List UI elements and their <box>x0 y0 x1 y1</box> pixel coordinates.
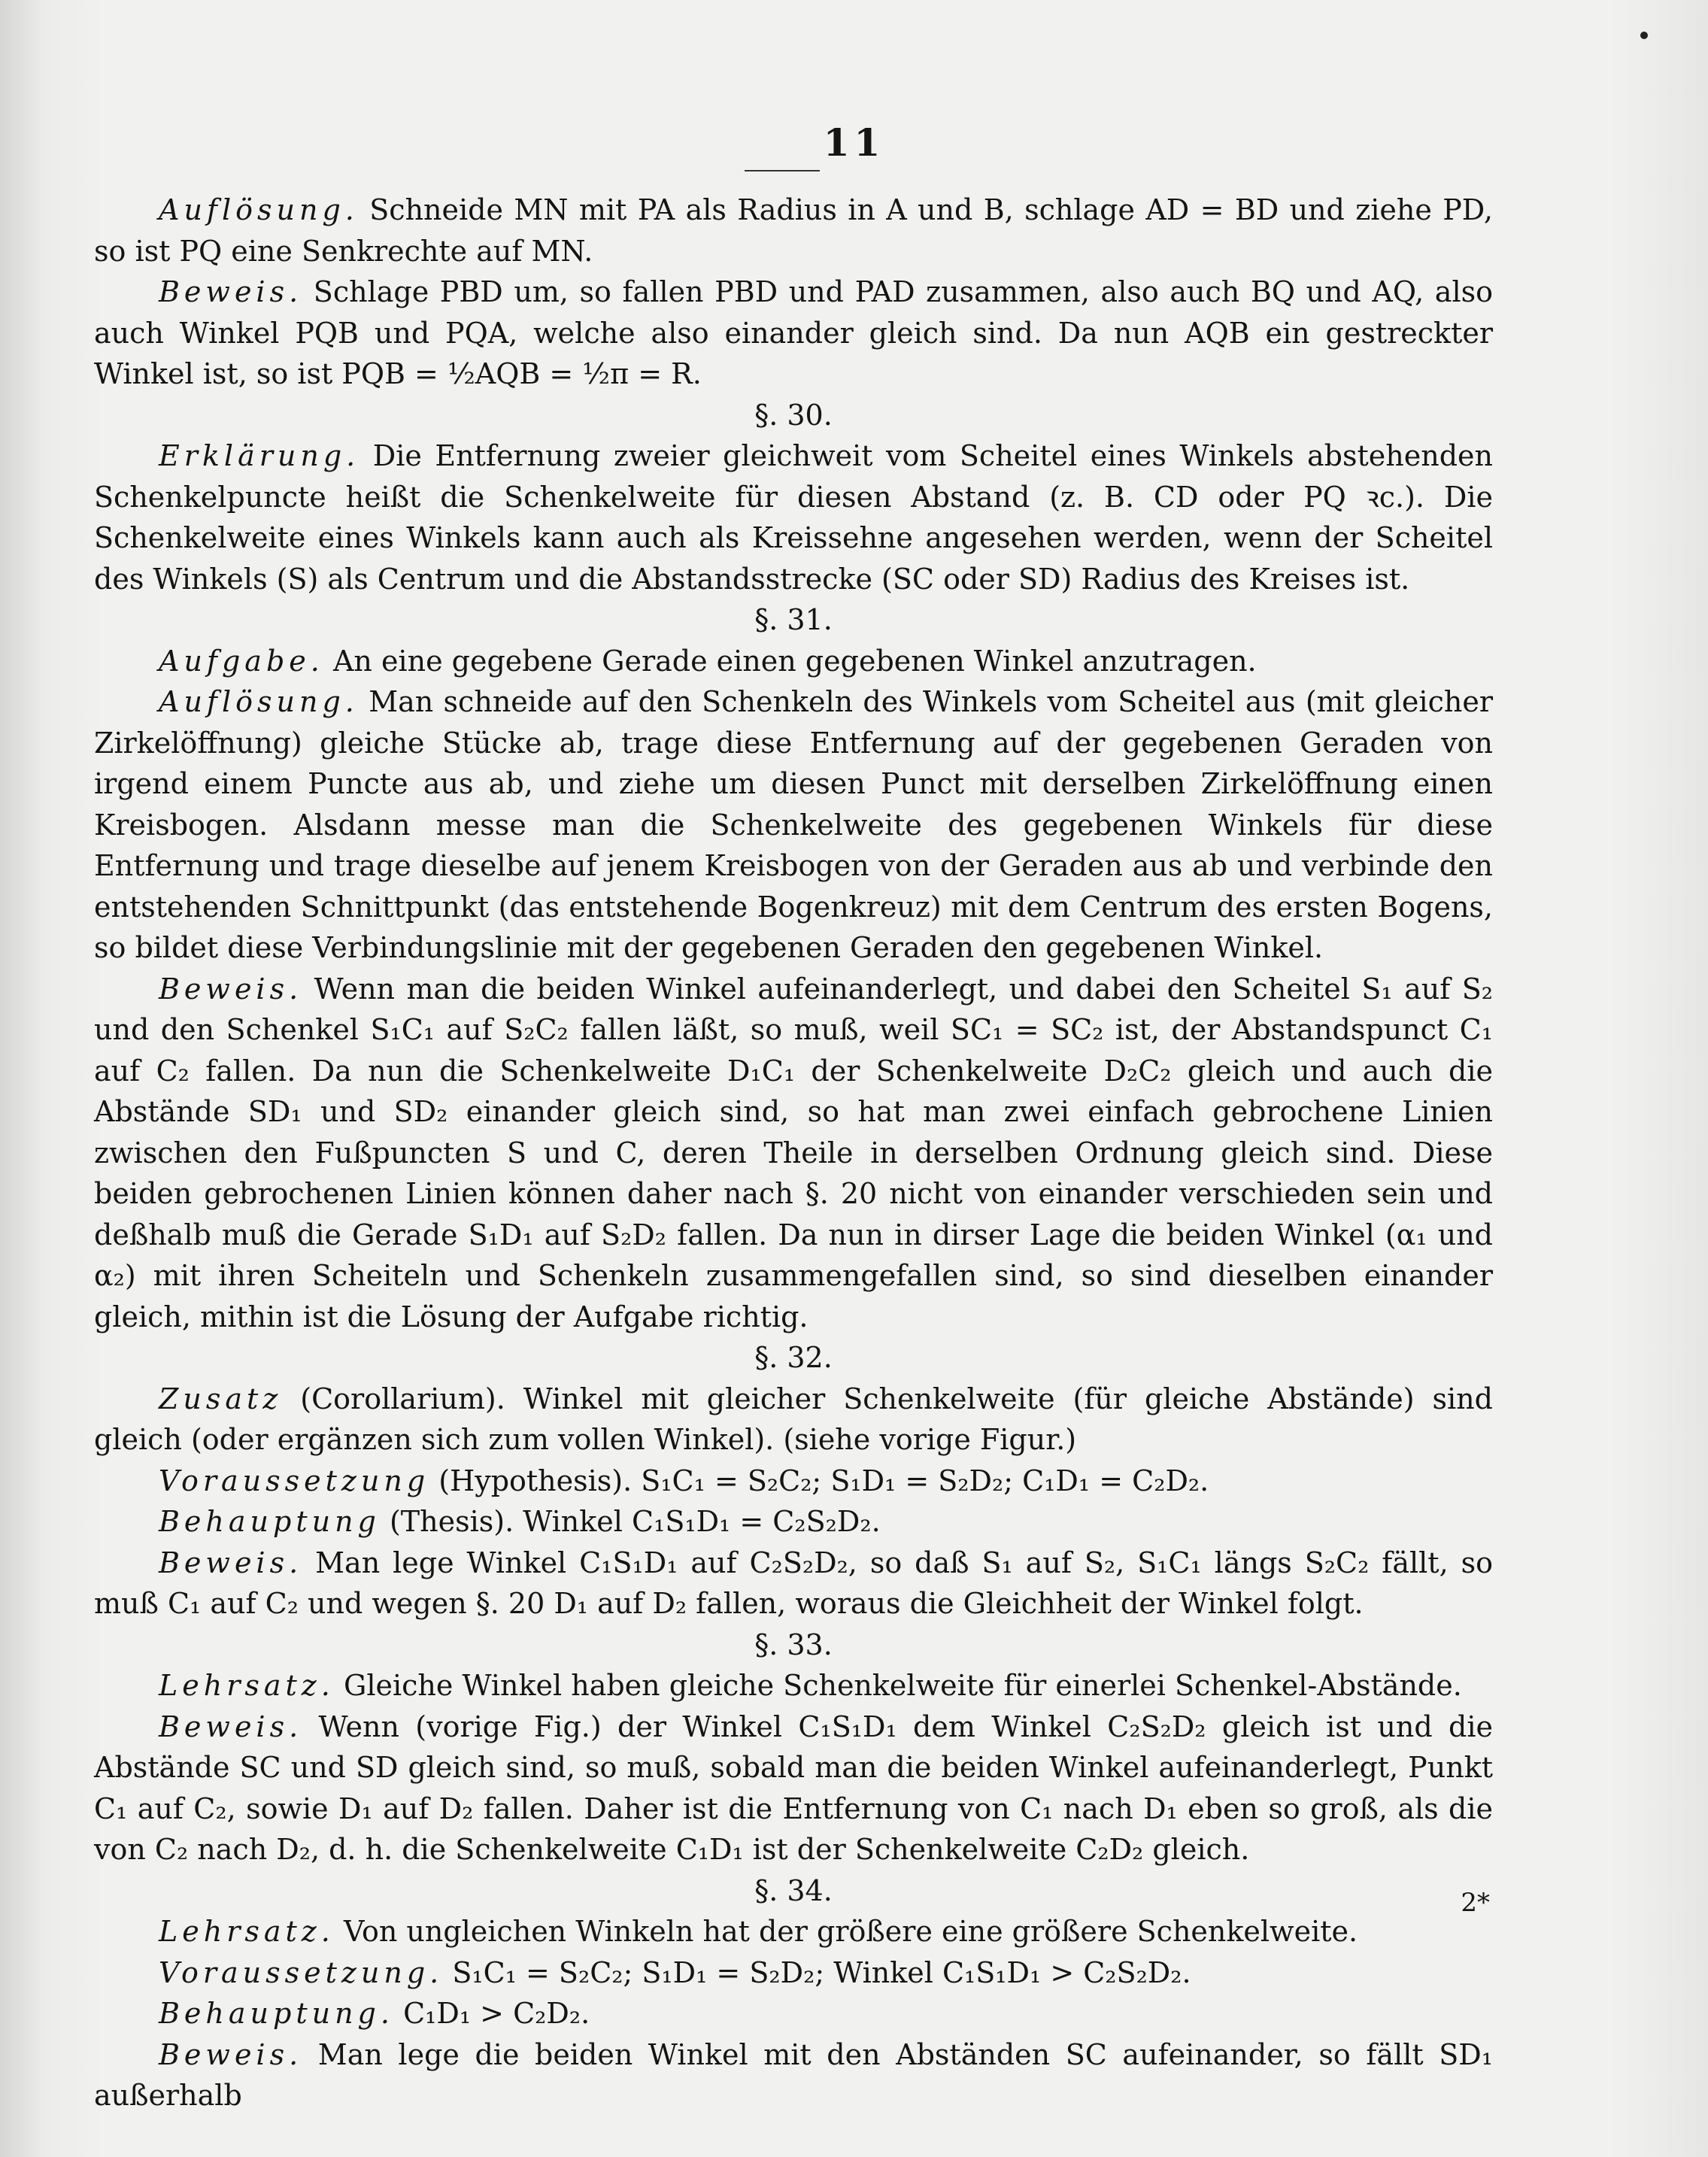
section-heading: §. 34. <box>754 1873 833 1907</box>
paragraph-label: Lehrsatz. <box>159 1669 335 1702</box>
paragraph-text: S₁C₁ = S₂C₂; S₁D₁ = S₂D₂; Winkel C₁S₁D₁ > C₂S₂D₂. <box>452 1955 1191 1989</box>
paragraph <box>94 1952 1493 1994</box>
ink-speck <box>1640 32 1648 39</box>
paragraph-label: Aufgabe. <box>159 644 324 678</box>
paragraph-label: Voraussetzung <box>159 1464 430 1497</box>
page-number-rule <box>745 170 820 171</box>
paragraph <box>94 190 1493 272</box>
paragraph-label: Beweis. <box>159 1710 303 1743</box>
paragraph <box>94 1461 1493 1502</box>
section-heading: §. 32. <box>754 1341 833 1374</box>
paragraph-label: Auflösung. <box>159 193 359 226</box>
paragraph <box>94 1379 1493 1461</box>
paragraph <box>94 1501 1493 1543</box>
page-signature: 2* <box>1461 1888 1490 1918</box>
paragraph-text: (Corollarium). Winkel mit gleicher Schenkelweite (für gleiche Abstände) sind gleich (oder ergänzen sich zum vollen Winkel). (siehe vorige Figur.) <box>94 1382 1493 1456</box>
paragraph-text: (Hypothesis). S₁C₁ = S₂C₂; S₁D₁ = S₂D₂; C₁D₁ = C₂D₂. <box>438 1464 1209 1497</box>
paragraph-text: C₁D₁ > C₂D₂. <box>403 1997 590 2030</box>
paragraph <box>94 2034 1493 2116</box>
paragraph-label: Behauptung. <box>159 1997 394 2030</box>
paragraph <box>94 435 1493 599</box>
paragraph <box>94 1911 1493 1952</box>
section-heading: §. 30. <box>754 398 833 432</box>
paragraph-text: (Thesis). Winkel C₁S₁D₁ = C₂S₂D₂. <box>389 1505 881 1538</box>
paragraph <box>94 641 1493 682</box>
paragraph-label: Behauptung <box>159 1505 381 1538</box>
paragraph-label: Auflösung. <box>159 685 359 718</box>
paragraph-text: Man lege Winkel C₁S₁D₁ auf C₂S₂D₂, so daß S₁ auf S₂, S₁C₁ längs S₂C₂ fällt, so muß C₁ auf C₂ und wegen §. 20 D₁ auf D₂ fallen, woraus die Gleichheit der Winkel folgt. <box>94 1546 1493 1620</box>
section-heading: §. 31. <box>754 603 833 636</box>
page-number: 11 <box>823 120 885 165</box>
paragraph-text: Wenn man die beiden Winkel aufeinanderlegt, und dabei den Scheitel S₁ auf S₂ und den Schenkel S₁C₁ auf S₂C₂ fallen läßt, so muß, weil SC₁ = SC₂ ist, der Abstandspunct C₁ auf C₂ fallen. Da nun die Schenkelweite D₁C₁ der Schenkelweite D₂C₂ gleich und auch die Abstände SD₁ und SD₂ einander gleich sind, so hat man zwei einfach gebrochene Linien zwischen den Fußpuncten S und C, deren Theile in derselben Ordnung gleich sind. Diese beiden gebrochenen Linien können daher nach §. 20 nicht von einander verschieden sein und deßhalb muß die Gerade S₁D₁ auf S₂D₂ fallen. Da nun in dirser Lage die beiden Winkel (α₁ und α₂) mit ihren Scheiteln und Schenkeln zusammengefallen sind, so sind dieselben einander gleich, mithin ist die Lösung der Aufgabe richtig. <box>94 972 1493 1333</box>
paragraph-label: Lehrsatz. <box>159 1915 335 1948</box>
paragraph-text: Von ungleichen Winkeln hat der größere eine größere Schenkelweite. <box>343 1915 1358 1948</box>
paragraph-label: Beweis. <box>159 1546 303 1579</box>
paragraph <box>94 1543 1493 1625</box>
paragraph <box>94 272 1493 395</box>
paragraph-text: Gleiche Winkel haben gleiche Schenkelweite für einerlei Schenkel-Abstände. <box>343 1669 1462 1702</box>
paragraph-text: Man schneide auf den Schenkeln des Winkels vom Scheitel aus (mit gleicher Zirkelöffnung) gleiche Stücke ab, trage diese Entfernung auf der gegebenen Geraden von irgend einem Puncte aus ab, und ziehe um diesen Punct mit derselben Zirkelöffnung einen Kreisbogen. Alsdann messe man die Schenkelweite des gegebenen Winkels für diese Entfernung und trage dieselbe auf jenem Kreisbogen von der Geraden aus ab und verbinde den entstehenden Schnittpunkt (das entstehende Bogenkreuz) mit dem Centrum des ersten Bogens, so bildet diese Verbindungslinie mit der gegebenen Geraden den gegebenen Winkel. <box>94 685 1493 964</box>
paragraph-label: Zusatz <box>159 1382 283 1415</box>
paragraph <box>94 1706 1493 1870</box>
paragraph <box>94 1665 1493 1706</box>
paragraph-text: Die Entfernung zweier gleichweit vom Scheitel eines Winkels abstehenden Schenkelpuncte heißt die Schenkelweite für diesen Abstand (z. B. CD oder PQ ꝛc.). Die Schenkelweite eines Winkels kann auch als Kreissehne angesehen werden, wenn der Scheitel des Winkels (S) als Centrum und die Abstandsstrecke (SC oder SD) Radius des Kreises ist. <box>94 439 1493 596</box>
paragraph <box>94 681 1493 969</box>
paragraph-label: Voraussetzung. <box>159 1955 444 1989</box>
paragraph-text: Man lege die beiden Winkel mit den Abständen SC aufeinander, so fällt SD₁ außerhalb <box>94 2037 1493 2112</box>
paragraph-text: Schneide MN mit PA als Radius in A und B, schlage AD = BD und ziehe PD, so ist PQ eine Senkrechte auf MN. <box>94 193 1493 268</box>
paragraph-label: Beweis. <box>159 275 303 308</box>
paragraph-text: An eine gegebene Gerade einen gegebenen Winkel anzutragen. <box>332 644 1257 678</box>
paragraph-label: Erklärung. <box>159 439 360 472</box>
paragraph <box>94 1993 1493 2034</box>
paragraph-label: Beweis. <box>159 2037 303 2071</box>
paragraph-text: Wenn (vorige Fig.) der Winkel C₁S₁D₁ dem Winkel C₂S₂D₂ gleich ist und die Abstände SC und SD gleich sind, so muß, sobald man die beiden Winkel aufeinanderlegt, Punkt C₁ auf C₂, sowie D₁ auf D₂ fallen. Daher ist die Entfernung von C₁ nach D₁ eben so groß, als die von C₂ nach D₂, d. h. die Schenkelweite C₁D₁ ist der Schenkelweite C₂D₂ gleich. <box>94 1710 1493 1866</box>
paragraph <box>94 969 1493 1338</box>
paragraph-text: Schlage PBD um, so fallen PBD und PAD zusammen, also auch BQ und AQ, also auch Winkel PQB und PQA, welche also einander gleich sind. Da nun AQB ein gestreckter Winkel ist, so ist PQB = ½AQB = ½π = R. <box>94 275 1493 390</box>
body-text <box>94 190 1493 2116</box>
section-heading: §. 33. <box>754 1628 833 1661</box>
paragraph-label: Beweis. <box>159 972 303 1006</box>
